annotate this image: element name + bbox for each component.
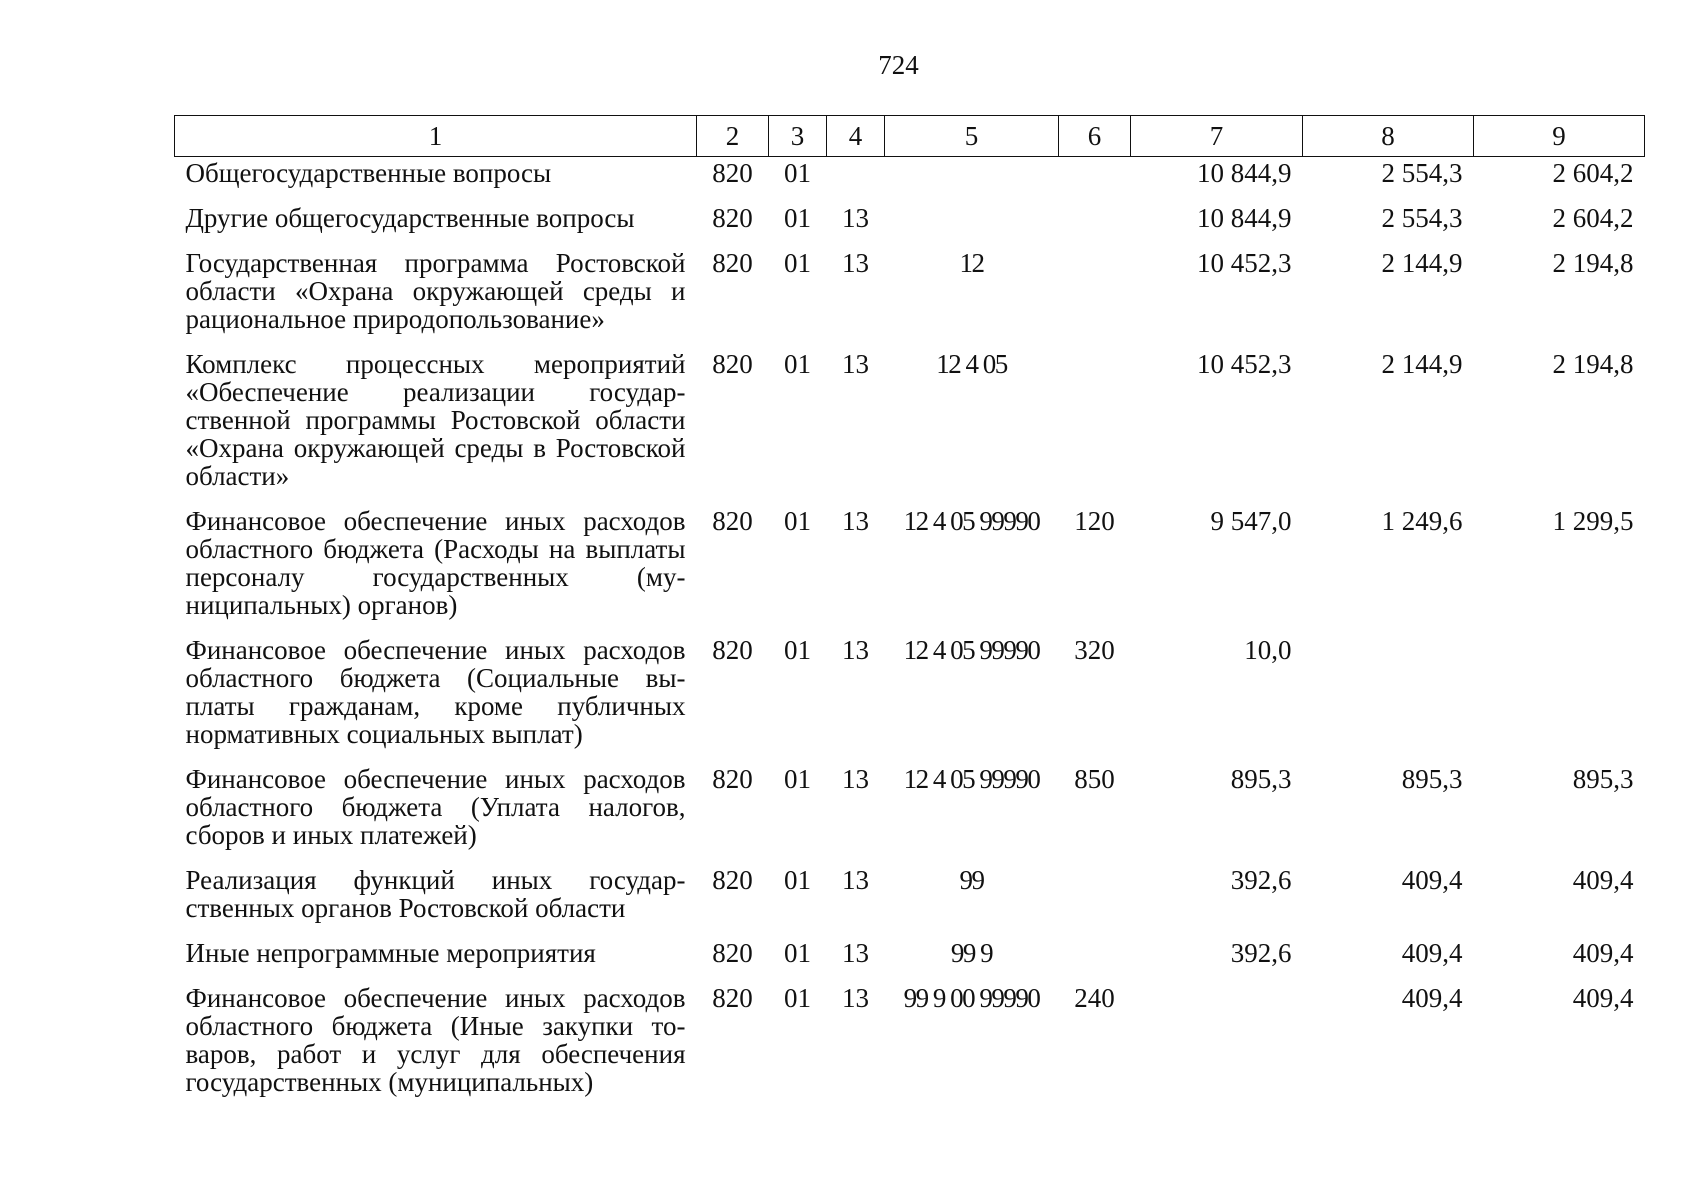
row-expense-type-code (1059, 157, 1131, 201)
row-amount-col8: 409,4 (1401, 983, 1463, 1013)
row-amount-col8: 409,4 (1401, 938, 1463, 968)
row-name: Финансовое обеспечение иных расходов областного бюджета (Социальные выплаты гражданам, кроме публичных нормативных социальных выплат) (185, 635, 686, 749)
row-ministry-code: 820 (712, 983, 753, 1013)
row-amount-col8: 2 144,9 (1381, 248, 1463, 278)
column-header-2: 2 (697, 116, 769, 157)
row-target-item-code: 99 (959, 865, 984, 895)
table-row (175, 980, 1645, 1109)
row-amount-col8: 2 554,3 (1381, 203, 1463, 233)
table-row (175, 245, 1645, 346)
row-section-code: 01 (784, 938, 811, 968)
row-subsection-code: 13 (842, 764, 869, 794)
row-section-code: 01 (784, 983, 811, 1013)
row-section-code: 01 (784, 506, 811, 536)
row-ministry-code: 820 (712, 764, 753, 794)
row-amount-col7: 10 844,9 (1197, 158, 1292, 188)
row-amount-col9 (1474, 632, 1645, 761)
row-name: Финансовое обеспечение иных расходов областного бюджета (Иные закупки товаров, работ и услуг для обеспечения государственных (муниципальных) (185, 983, 686, 1097)
table-row (175, 200, 1645, 245)
table-row (175, 632, 1645, 761)
row-name: Иные непрограммные мероприятия (185, 938, 596, 968)
row-amount-col7: 895,3 (1230, 764, 1292, 794)
row-name: Другие общегосударственные вопросы (185, 203, 635, 233)
row-subsection-code: 13 (842, 938, 869, 968)
row-expense-type-code: 850 (1074, 764, 1115, 794)
row-amount-col7: 10,0 (1244, 635, 1292, 665)
column-header-6: 6 (1059, 116, 1131, 157)
row-ministry-code: 820 (712, 349, 753, 379)
header-row (175, 116, 1645, 157)
row-section-code: 01 (784, 158, 811, 188)
row-section-code: 01 (784, 349, 811, 379)
row-amount-col9: 2 194,8 (1552, 349, 1634, 379)
row-amount-col7: 10 844,9 (1197, 203, 1292, 233)
row-ministry-code: 820 (712, 635, 753, 665)
row-target-item-code (885, 157, 1059, 201)
row-expense-type-code: 240 (1074, 983, 1115, 1013)
row-name: Финансовое обеспечение иных расходов областного бюджета (Расходы на выплаты персоналу государственных (муниципальных) органов) (185, 506, 686, 620)
row-amount-col8: 1 249,6 (1381, 506, 1463, 536)
column-header-1: 1 (175, 116, 697, 157)
row-amount-col9: 895,3 (1572, 764, 1634, 794)
row-amount-col7 (1131, 980, 1303, 1109)
row-amount-col7: 9 547,0 (1210, 506, 1292, 536)
row-expense-type-code (1059, 245, 1131, 346)
row-amount-col9: 1 299,5 (1552, 506, 1634, 536)
row-name: Общегосударственные вопросы (185, 158, 552, 188)
row-subsection-code: 13 (842, 349, 869, 379)
row-target-item-code: 12 4 05 99990 (903, 764, 1040, 794)
row-ministry-code: 820 (712, 248, 753, 278)
column-header-3: 3 (769, 116, 827, 157)
row-subsection-code: 13 (842, 203, 869, 233)
table-row (175, 157, 1645, 201)
row-name: Комплекс процессных мероприятий «Обеспечение реализации государственной программы Ростовской области «Охрана окружающей среды в Ростовской области» (185, 349, 686, 491)
row-name: Государственная программа Ростовской области «Охрана окружающей среды и рациональное природопользование» (185, 248, 686, 334)
row-expense-type-code (1059, 862, 1131, 935)
row-amount-col7: 392,6 (1230, 865, 1292, 895)
row-amount-col9: 409,4 (1572, 983, 1634, 1013)
row-amount-col9: 2 604,2 (1552, 158, 1634, 188)
row-expense-type-code (1059, 346, 1131, 503)
row-expense-type-code: 320 (1074, 635, 1115, 665)
row-amount-col9: 2 194,8 (1552, 248, 1634, 278)
row-subsection-code: 13 (842, 635, 869, 665)
row-amount-col8 (1303, 632, 1474, 761)
column-header-8: 8 (1303, 116, 1474, 157)
row-amount-col9: 2 604,2 (1552, 203, 1634, 233)
row-ministry-code: 820 (712, 865, 753, 895)
row-ministry-code: 820 (712, 203, 753, 233)
page-number: 724 (878, 50, 919, 80)
row-target-item-code: 99 9 00 99990 (903, 983, 1040, 1013)
row-subsection-code: 13 (842, 865, 869, 895)
row-section-code: 01 (784, 635, 811, 665)
table-header (175, 116, 1645, 157)
row-amount-col9: 409,4 (1572, 865, 1634, 895)
row-target-item-code: 99 9 (950, 938, 993, 968)
row-target-item-code: 12 4 05 99990 (903, 635, 1040, 665)
row-expense-type-code (1059, 200, 1131, 245)
row-ministry-code: 820 (712, 506, 753, 536)
row-amount-col9: 409,4 (1572, 938, 1634, 968)
table-row (175, 862, 1645, 935)
row-target-item-code: 12 (959, 248, 984, 278)
row-ministry-code: 820 (712, 938, 753, 968)
row-subsection-code (827, 157, 885, 201)
row-amount-col7: 10 452,3 (1197, 248, 1292, 278)
row-target-item-code: 12 4 05 99990 (903, 506, 1040, 536)
row-expense-type-code: 120 (1074, 506, 1115, 536)
column-header-5: 5 (885, 116, 1059, 157)
row-amount-col8: 409,4 (1401, 865, 1463, 895)
budget-table (174, 115, 1645, 1109)
table-row (175, 346, 1645, 503)
row-subsection-code: 13 (842, 506, 869, 536)
column-header-4: 4 (827, 116, 885, 157)
row-target-item-code: 12 4 05 (936, 349, 1007, 379)
table-row (175, 935, 1645, 980)
row-section-code: 01 (784, 865, 811, 895)
table-row (175, 503, 1645, 632)
row-amount-col8: 2 144,9 (1381, 349, 1463, 379)
table-body (175, 157, 1645, 1110)
column-header-9: 9 (1474, 116, 1645, 157)
row-subsection-code: 13 (842, 248, 869, 278)
column-header-7: 7 (1131, 116, 1303, 157)
row-amount-col7: 392,6 (1230, 938, 1292, 968)
row-section-code: 01 (784, 248, 811, 278)
row-name: Реализация функций иных государственных органов Ростовской области (185, 865, 686, 923)
row-amount-col8: 2 554,3 (1381, 158, 1463, 188)
row-section-code: 01 (784, 764, 811, 794)
row-subsection-code: 13 (842, 983, 869, 1013)
row-section-code: 01 (784, 203, 811, 233)
row-expense-type-code (1059, 935, 1131, 980)
table-row (175, 761, 1645, 862)
row-ministry-code: 820 (712, 158, 753, 188)
row-amount-col8: 895,3 (1401, 764, 1463, 794)
row-target-item-code (885, 200, 1059, 245)
row-name: Финансовое обеспечение иных расходов областного бюджета (Уплата налогов, сборов и иных платежей) (185, 764, 686, 850)
row-amount-col7: 10 452,3 (1197, 349, 1292, 379)
